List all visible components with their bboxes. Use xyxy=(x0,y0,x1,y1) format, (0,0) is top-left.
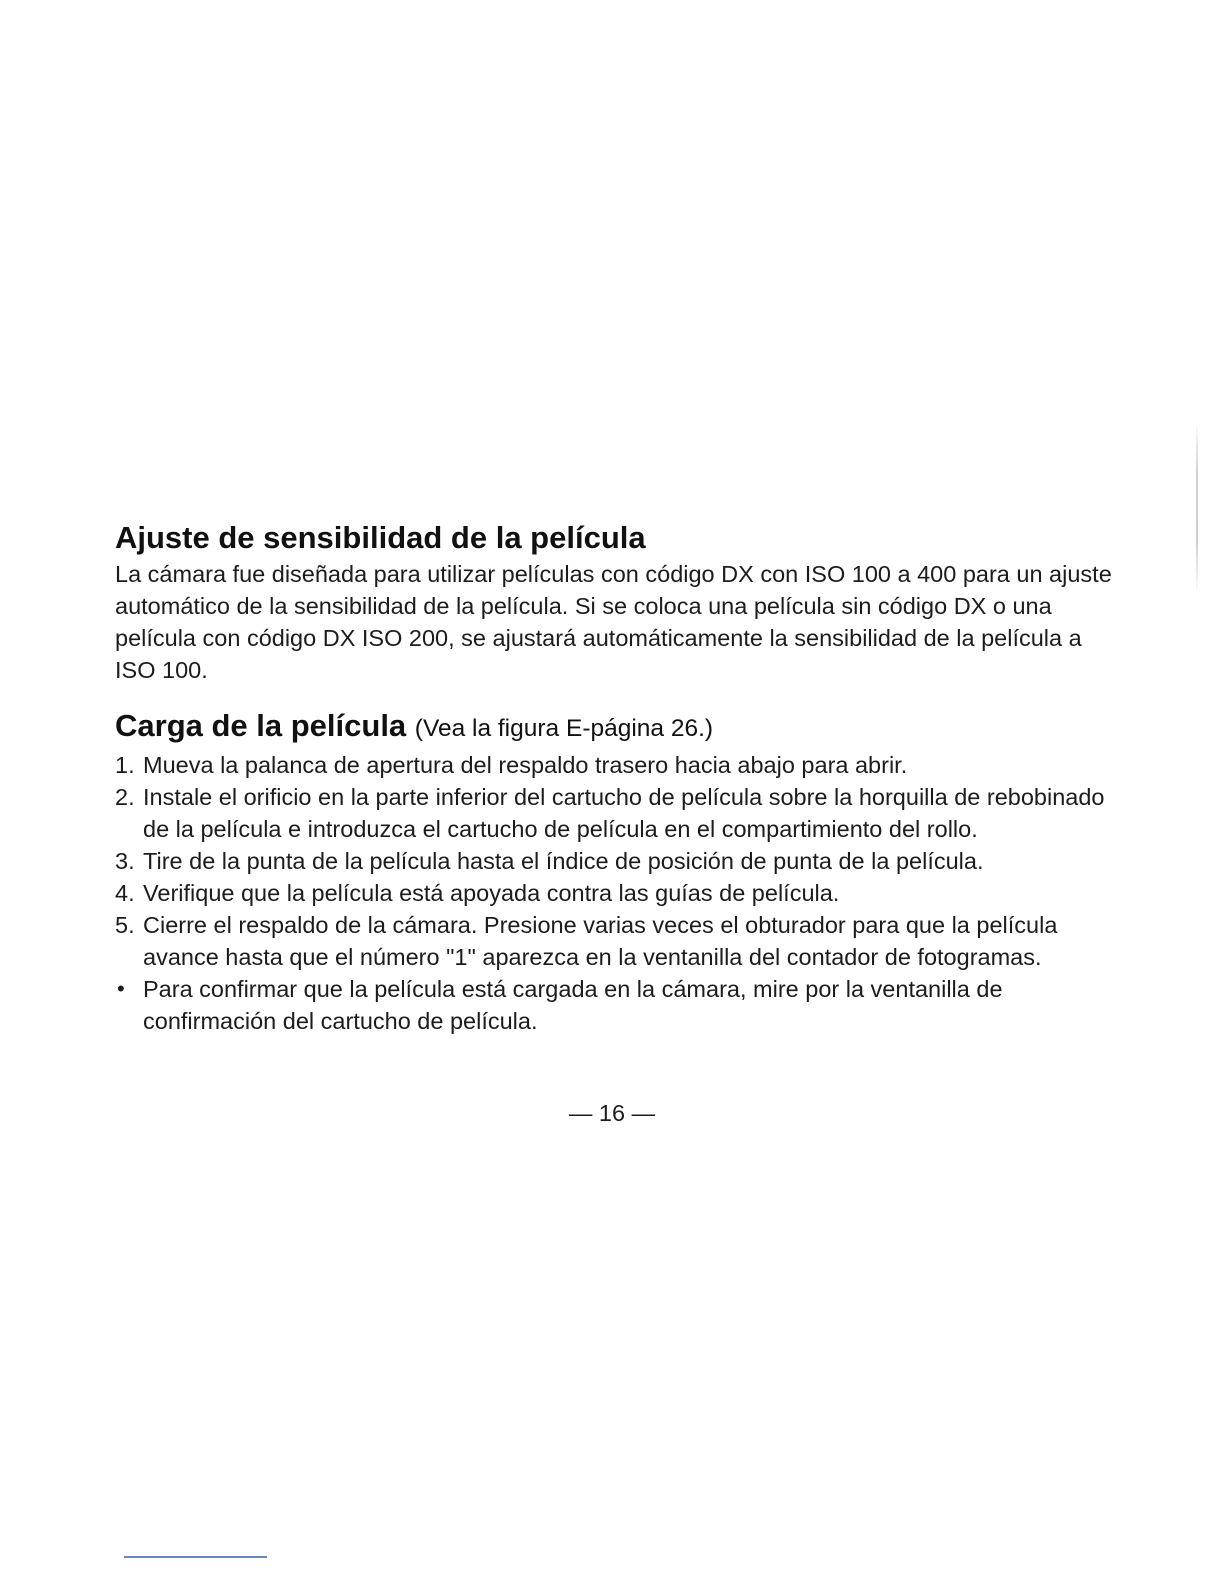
sensitivity-paragraph: La cámara fue diseñada para utilizar películas con código DX con ISO 100 a 400 para un ajuste automático de la sensibilidad de la película. Si se coloca una película sin código DX o una película con código DX ISO 200, se ajustará automáticamente la sensibilidad de la película a ISO 100. xyxy=(115,561,1112,683)
section-heading-loading xyxy=(115,706,1125,749)
loading-heading-figure-ref: (Vea la figura E-página 26.) xyxy=(414,715,714,742)
list-item xyxy=(115,781,1125,845)
scan-edge-mark xyxy=(1196,420,1198,595)
step-text: Verifique que la película está apoyada contra las guías de película. xyxy=(143,880,840,906)
list-item xyxy=(115,877,1125,909)
step-text: Para confirmar que la película está cargada en la cámara, mire por la ventanilla de confirmación del cartucho de película. xyxy=(143,976,1003,1034)
step-number: 4. xyxy=(115,880,135,906)
list-item xyxy=(115,973,1125,1037)
step-number: 3. xyxy=(115,848,135,874)
loading-steps-list xyxy=(115,749,1125,1037)
step-text: Cierre el respaldo de la cámara. Presione varias veces el obturador para que la película avance hasta que el número "1" aparezca en la ventanilla del contador de fotogramas. xyxy=(143,912,1058,970)
list-item xyxy=(115,845,1125,877)
section-heading-sensitivity: Ajuste de sensibilidad de la película xyxy=(115,520,646,555)
bottom-rule xyxy=(124,1556,267,1558)
list-item xyxy=(115,909,1125,973)
step-number: 2. xyxy=(115,784,135,810)
page-number: — 16 — xyxy=(568,1100,656,1126)
step-number: 5. xyxy=(115,912,135,938)
loading-heading-title: Carga de la película xyxy=(115,708,407,743)
section-film-loading xyxy=(115,706,1125,1037)
section-film-sensitivity xyxy=(115,518,1125,686)
list-item xyxy=(115,749,1125,781)
step-number: 1. xyxy=(115,752,135,778)
bullet-icon: • xyxy=(117,976,125,1001)
step-text: Instale el orificio en la parte inferior del cartucho de película sobre la horquilla de rebobinado de la película e introduzca el cartucho de película en el compartimiento del rollo. xyxy=(143,784,1105,842)
step-text: Tire de la punta de la película hasta el índice de posición de punta de la película. xyxy=(143,848,984,874)
step-text: Mueva la palanca de apertura del respaldo trasero hacia abajo para abrir. xyxy=(143,752,908,778)
page-content xyxy=(115,518,1125,1037)
